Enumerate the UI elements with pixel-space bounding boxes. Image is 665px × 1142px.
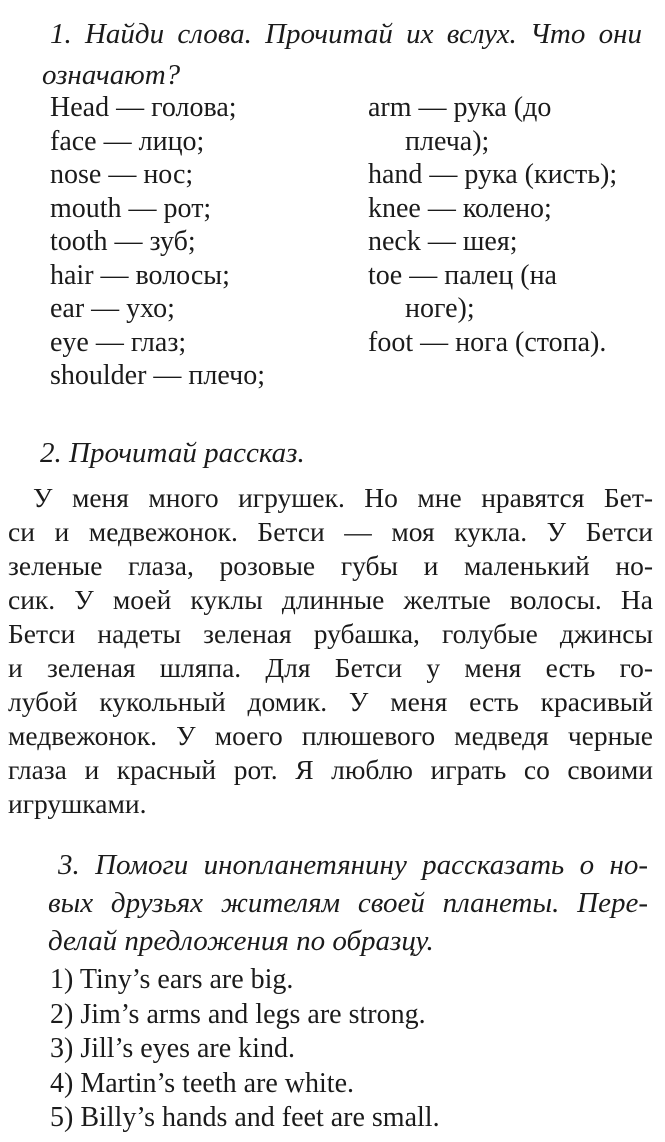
vocab-entry: eye — глаз; xyxy=(50,326,187,358)
vocab-entry: toe — палец (на xyxy=(368,259,557,291)
vocab-entry: tooth — зуб; xyxy=(50,226,196,257)
story-line: глаза и красный рот. Я люблю играть со своими xyxy=(8,754,653,785)
vocab-entry: arm — рука (до xyxy=(368,92,552,123)
task-list xyxy=(50,963,610,1136)
heading-line: означают? xyxy=(42,59,181,91)
story-line: зеленые глаза, розовые губы и маленький но- xyxy=(8,550,653,581)
story-line: лубой кукольный домик. У меня есть красивый xyxy=(8,686,653,717)
task-item: 2) Jim’s arms and legs are strong. xyxy=(50,998,426,1030)
exercise-3-heading xyxy=(48,846,648,960)
heading-line: 3. Помоги инопланетянину рассказать о но- xyxy=(58,849,648,881)
vocab-entry: foot — нога (стопа). xyxy=(368,326,607,358)
story-paragraph xyxy=(8,481,653,821)
story-line: си и медвежонок. Бетси — моя кукла. У Бетси xyxy=(8,516,653,547)
vocab-column-right xyxy=(368,91,654,359)
vocab-entry: hair — волосы; xyxy=(50,259,230,291)
vocab-entry: neck — шея; xyxy=(368,226,518,257)
vocab-entry: shoulder — плечо; xyxy=(50,360,265,391)
story-line: Бетси надеты зеленая рубашка, голубые джинсы xyxy=(8,618,653,649)
vocab-entry: hand — рука (кисть); xyxy=(368,159,618,190)
vocab-entry: nose — нос; xyxy=(50,159,194,190)
heading-line: 2. Прочитай рассказ. xyxy=(40,437,305,469)
exercise-2-heading xyxy=(40,434,305,472)
task-item: 1) Tiny’s ears are big. xyxy=(50,964,294,995)
task-item: 4) Martin’s teeth are white. xyxy=(50,1067,355,1099)
vocab-entry: ear — ухо; xyxy=(50,293,175,324)
heading-line: делай предложения по образцу. xyxy=(48,925,434,957)
story-line: и зеленая шляпа. Для Бетси у меня есть го- xyxy=(8,652,653,683)
vocab-entry: face — лицо; xyxy=(50,125,205,157)
exercise-1-heading xyxy=(42,14,642,96)
vocab-entry: knee — колено; xyxy=(368,192,552,224)
vocab-column-left xyxy=(50,91,362,393)
story-line: сик. У моей куклы длинные желтые волосы. На xyxy=(8,584,653,615)
story-line: У меня много игрушек. Но мне нравятся Бет- xyxy=(33,482,653,513)
task-item: 3) Jill’s eyes are kind. xyxy=(50,1033,295,1064)
story-line: медвежонок. У моего плюшевого медведя черные xyxy=(8,720,653,751)
vocab-entry: Head — голова; xyxy=(50,92,237,123)
heading-line: 1. Найди слова. Прочитай их вслух. Что они xyxy=(50,18,642,50)
vocab-entry-continuation: плеча); xyxy=(405,125,490,157)
vocab-entry-continuation: ноге); xyxy=(405,293,475,324)
story-line: игрушками. xyxy=(8,788,147,819)
task-item: 5) Billy’s hands and feet are small. xyxy=(50,1102,440,1133)
heading-line: вых друзьях жителям своей планеты. Пере- xyxy=(48,887,648,919)
vocab-entry: mouth — рот; xyxy=(50,192,212,224)
